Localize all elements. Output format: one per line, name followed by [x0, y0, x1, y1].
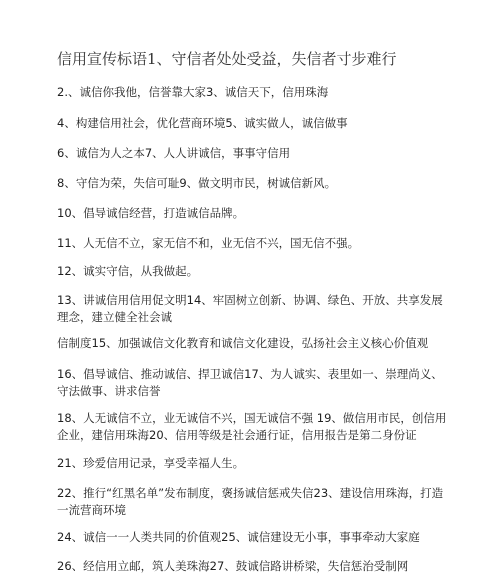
slogan-paragraph: 11、人无信不立，家无信不和，业无信不兴，国无信不强。 [57, 236, 360, 250]
document-title: 信用宣传标语1、守信者处处受益，失信者寸步难行 [57, 50, 397, 68]
slogan-paragraph: 10、倡导诚信经营，打造诚信品牌。 [57, 206, 245, 220]
slogan-paragraph: 6、诚信为人之本7、人人讲诚信，事事守信用 [57, 146, 291, 160]
slogan-paragraph: 18、人无诚信不立，业无诚信不兴，国无诚信不强 19、做信用市民，创信用企业，建信用珠海20、信用等级是社会通行证，信用报告是第二身份证 [57, 411, 447, 442]
slogan-paragraph: 2.、诚信你我他，信誉靠大家3、诚信天下，信用珠海 [57, 85, 329, 99]
slogan-paragraph: 26、经信用立邮，筑人美珠海27、鼓诚信路讲桥梁，失信惩治受制网 [57, 559, 409, 573]
slogan-paragraph: 16、倡导诚信、推动诚信、捍卫诚信17、为人诚实、表里如一、崇理尚义、守法做事、讲求信誉 [57, 367, 443, 398]
slogan-paragraph: 13、讲诚信用信用促文明14、牢固树立创新、协调、绿色、开放、共享发展理念，建立健全社会诚 [57, 293, 443, 324]
slogan-paragraph: 24、诚信一一人类共同的价值观25、诚信建设无小事，事事牵动大家庭 [57, 530, 420, 544]
slogan-paragraph: 22、推行“红黑名单”发布制度，褒扬诚信惩戒失信23、建设信用珠海，打造一流营商环境 [57, 486, 444, 517]
slogan-paragraph: 4、构建信用社会，优化营商环境5、诚实做人，诚信做事 [57, 116, 348, 130]
slogan-paragraph: 21、珍爱信用记录，享受幸福人生。 [57, 456, 245, 470]
slogan-paragraph: 12、诚实守信，从我做起。 [57, 264, 199, 278]
slogan-paragraph: 信制度15、加强诚信文化教育和诚信文化建设，弘扬社会主义核心价值观 [57, 336, 429, 350]
slogan-paragraph: 8、守信为荣，失信可耻9、做文明市民，树诚信新风。 [57, 176, 337, 190]
